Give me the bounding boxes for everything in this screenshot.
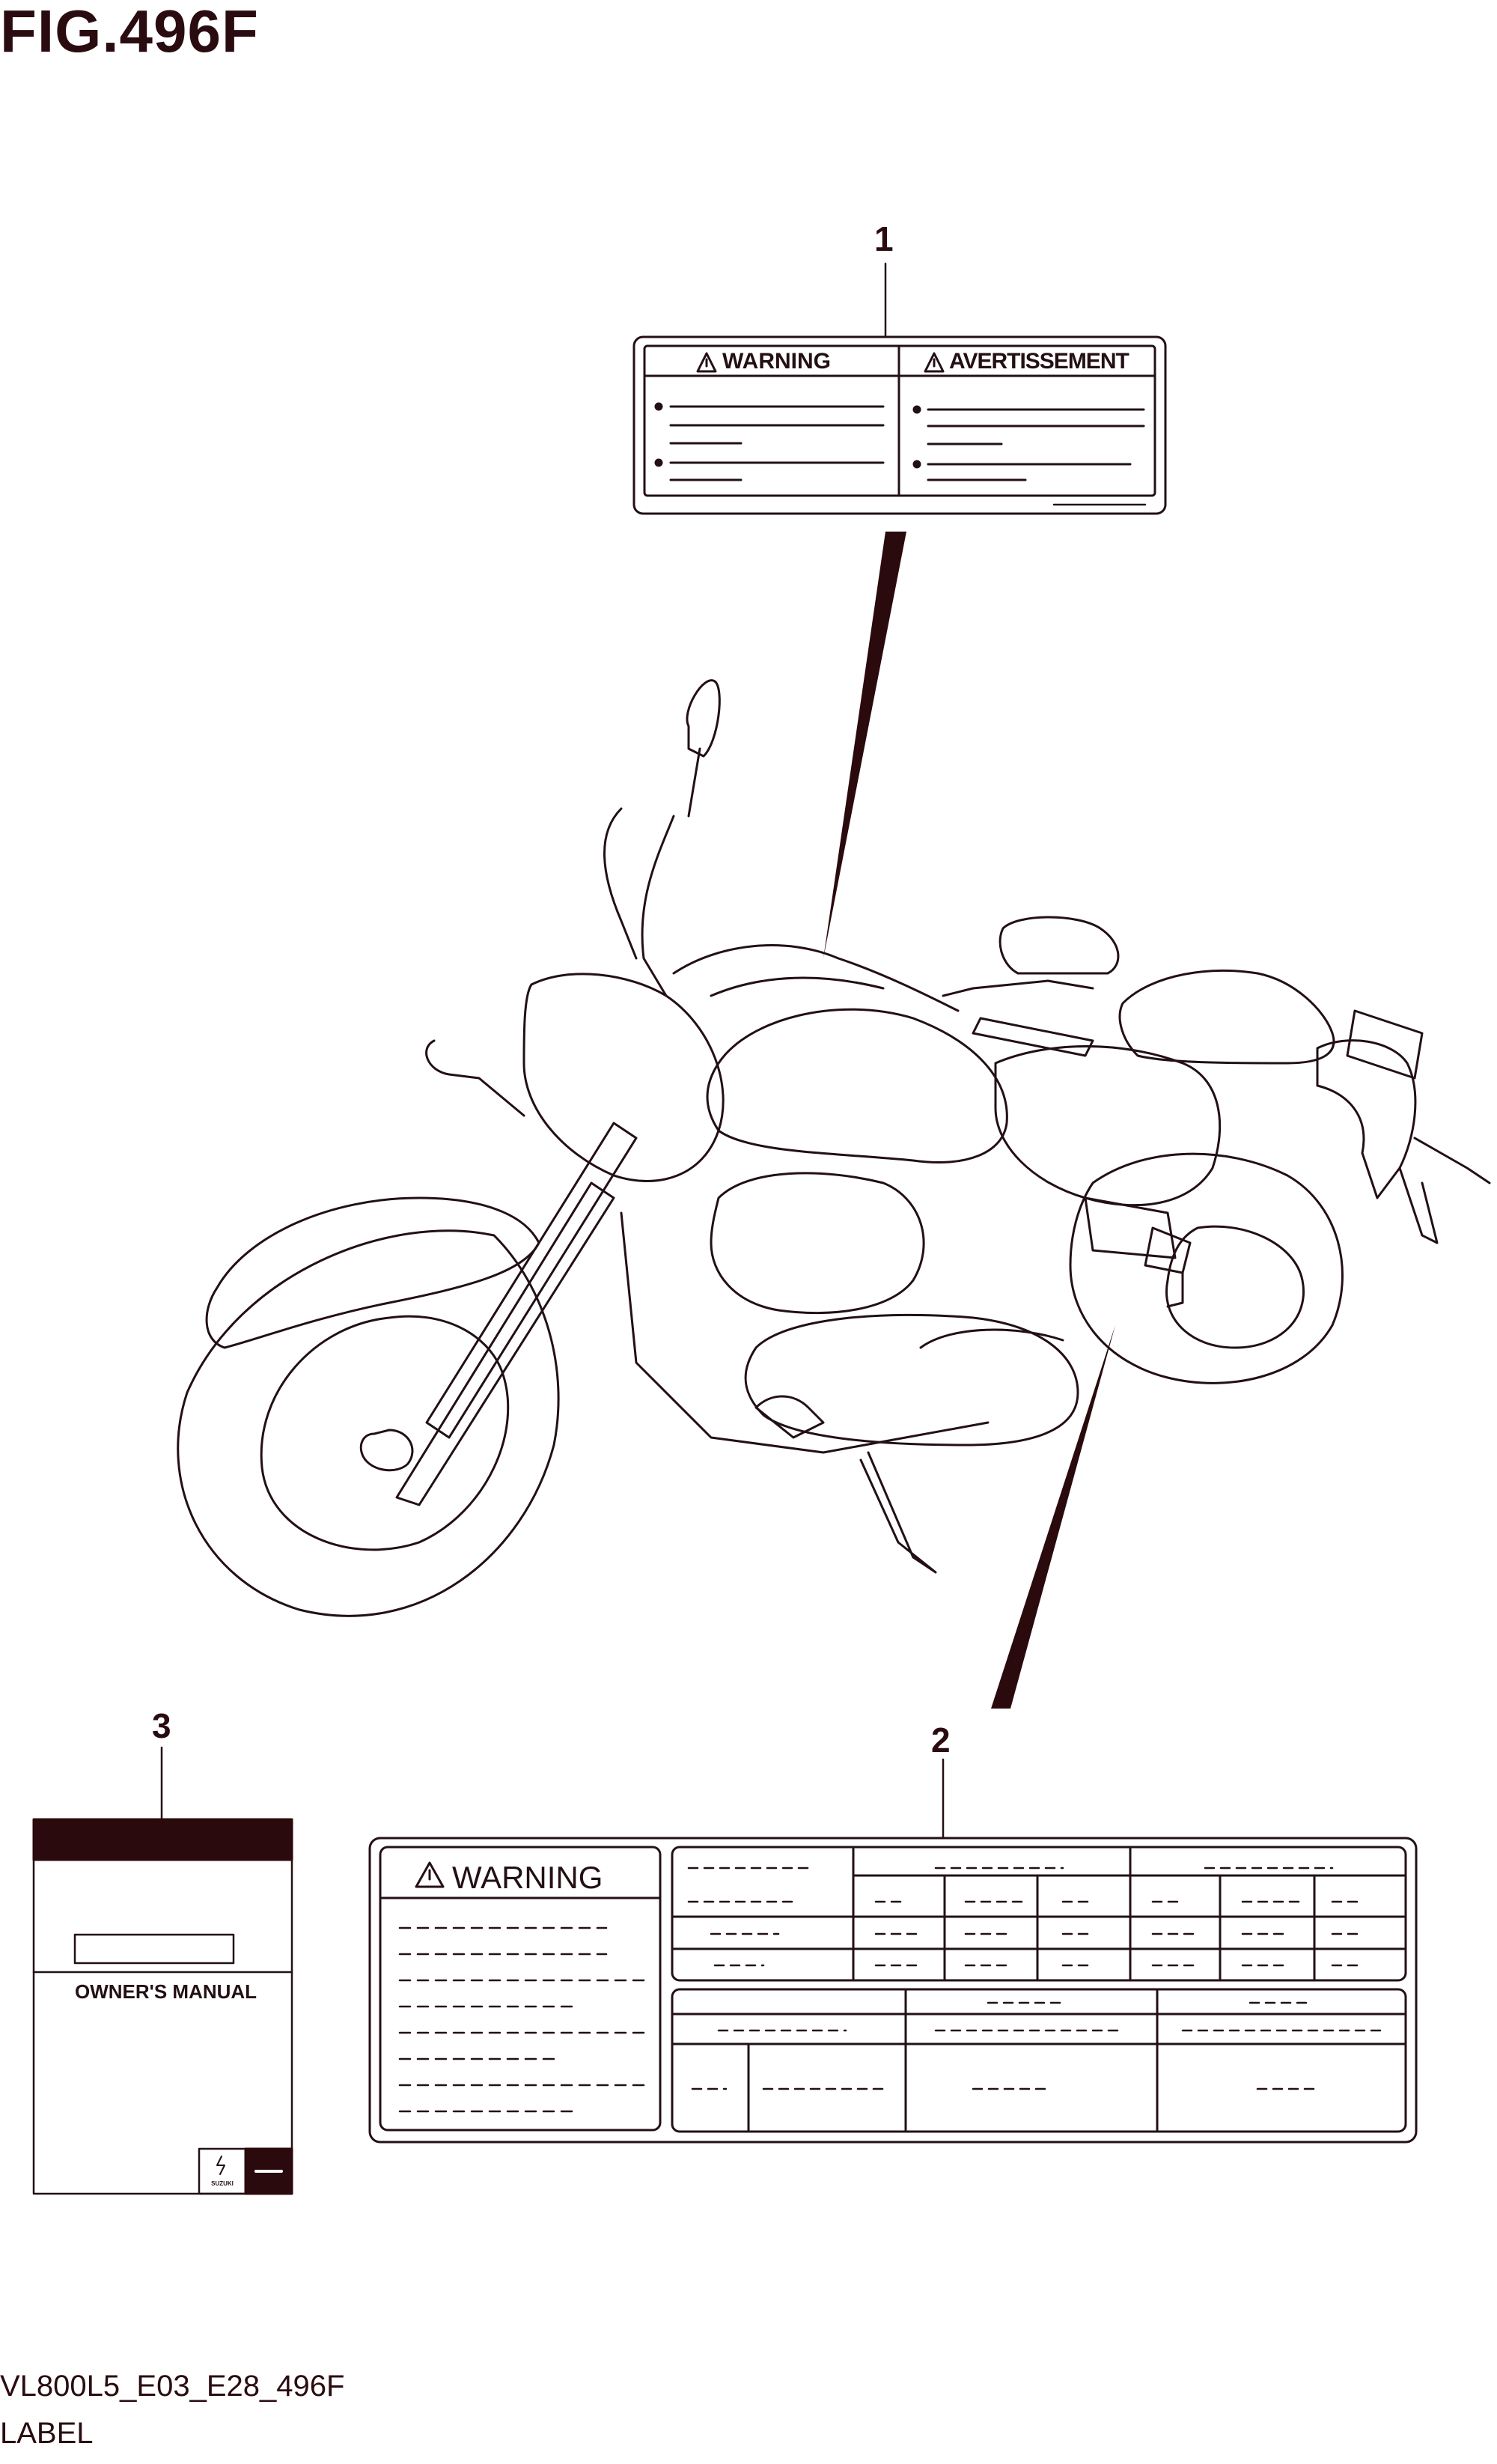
- callout-3: 3: [152, 1706, 171, 1745]
- label-1-avertissement-heading: AVERTISSEMENT: [949, 349, 1129, 374]
- pointer-2: [991, 1325, 1115, 1709]
- motorcycle-illustration: [178, 681, 1490, 1616]
- owners-manual-title: OWNER'S MANUAL: [75, 1980, 257, 2003]
- footer-figure-code: VL800L5_E03_E28_496F: [0, 2370, 345, 2403]
- footer-section-name: LABEL: [0, 2417, 94, 2450]
- callout-1: 1: [874, 219, 894, 258]
- label-1-warning-sticker: [634, 264, 1165, 514]
- owners-manual-book: [34, 1747, 292, 2194]
- label-1-warning-heading: WARNING: [722, 349, 831, 374]
- figure-title: FIG.496F: [0, 0, 259, 64]
- label-2-warning-spec-sticker: [370, 1759, 1416, 2142]
- pointer-1: [823, 532, 906, 958]
- suzuki-logo-text: SUZUKI: [211, 2180, 234, 2187]
- label-2-warning-heading: WARNING: [452, 1860, 603, 1895]
- callout-2: 2: [931, 1721, 951, 1759]
